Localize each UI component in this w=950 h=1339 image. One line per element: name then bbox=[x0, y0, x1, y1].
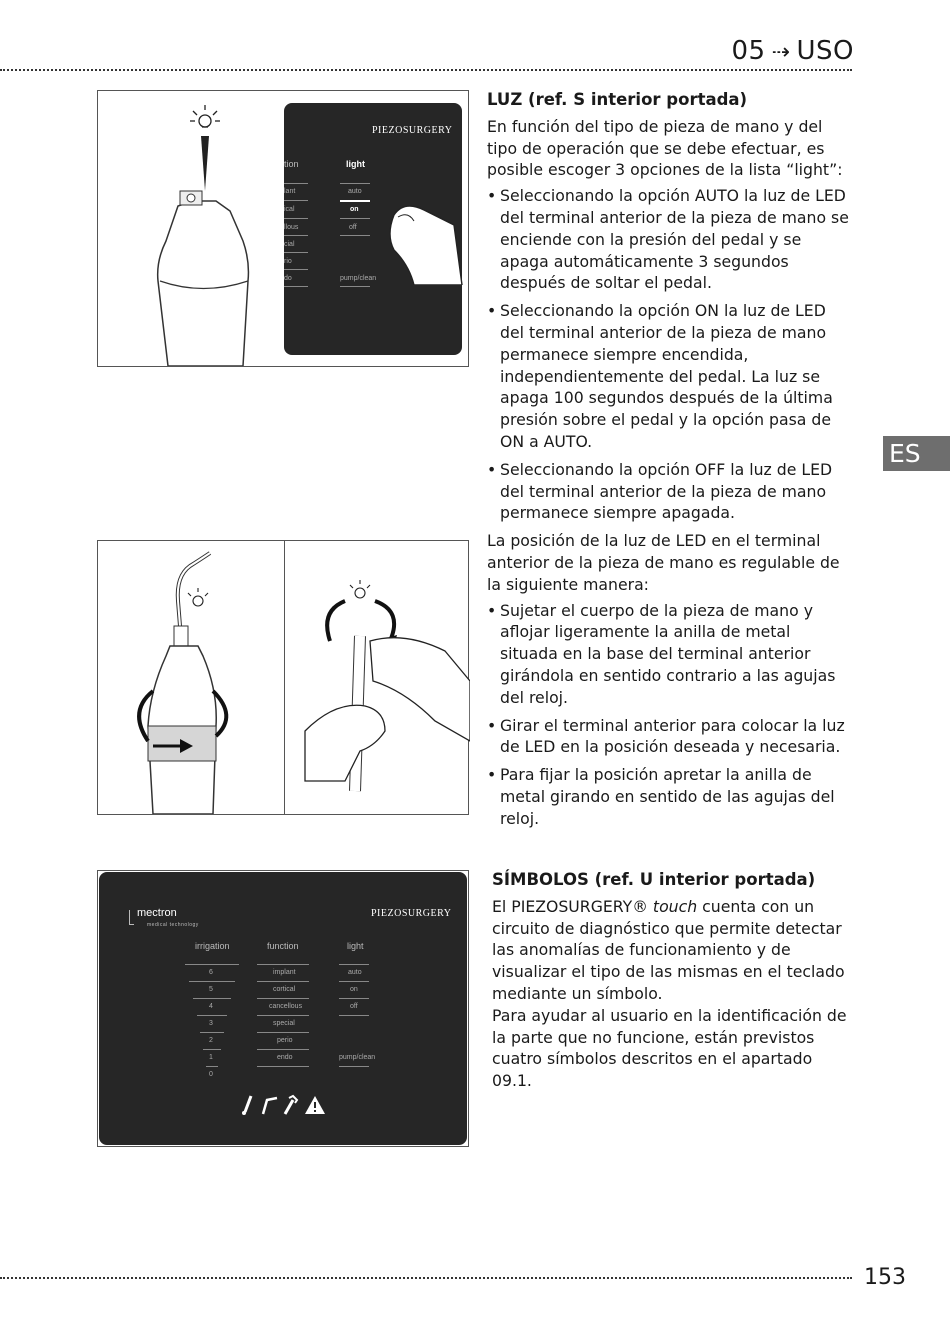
light-header: light bbox=[346, 159, 365, 169]
irrigation-level[interactable]: 0 bbox=[209, 1071, 213, 1078]
handpiece-fault-icon bbox=[242, 1096, 251, 1115]
list-item: • Seleccionando la opción AUTO la luz de LED del terminal anterior de la pieza de mano se enciende con la presión del pedal y se apaga automáticamente 3 segundos después de soltar el pedal. bbox=[487, 185, 852, 294]
chapter-number: 05 bbox=[731, 36, 766, 66]
light-option-pump-clean[interactable]: pump/clean bbox=[340, 275, 377, 282]
brand-logo: PIEZOSURGERY bbox=[371, 908, 452, 919]
function-item[interactable]: endo bbox=[277, 1054, 293, 1061]
function-item[interactable]: perio bbox=[277, 1037, 293, 1044]
control-panel bbox=[99, 872, 467, 1145]
bullet-list bbox=[487, 185, 852, 524]
text-run: cuenta con un circuito de diagnóstico que permite detectar las anomalías de funcionamiento y de visualizar el tipo de las mismas en el teclado mediante un símbolo. bbox=[492, 896, 845, 1003]
text-run-italic: touch bbox=[652, 896, 698, 916]
light-option-off[interactable]: off bbox=[350, 1003, 358, 1010]
section-simbolos bbox=[492, 869, 852, 1092]
list-item: • Seleccionando la opción ON la luz de LED del terminal anterior de la pieza de mano permanece siempre encendida, independientemente del pedal. La luz se apaga 100 segundos después de la última presión sobre el pedal y la opción pasa de ON a AUTO. bbox=[487, 300, 852, 453]
insert-fault-icon bbox=[263, 1098, 277, 1114]
function-item: lant bbox=[284, 188, 296, 195]
control-panel-partial bbox=[284, 103, 462, 355]
function-header: function bbox=[267, 941, 299, 951]
header-divider bbox=[0, 69, 852, 71]
light-option-on[interactable]: on bbox=[350, 986, 358, 993]
irrigation-level[interactable]: 1 bbox=[209, 1054, 213, 1061]
light-header: light bbox=[347, 941, 364, 951]
paragraph: La posición de la luz de LED en el terminal anterior de la pieza de mano es regulable de la siguiente manera: bbox=[487, 531, 840, 594]
irrigation-level[interactable]: 6 bbox=[209, 969, 213, 976]
function-header-partial: tion bbox=[284, 159, 299, 169]
light-bulb-icon bbox=[188, 588, 208, 606]
function-item[interactable]: special bbox=[273, 1020, 295, 1027]
paragraph bbox=[492, 896, 852, 1005]
irrigation-level[interactable]: 5 bbox=[209, 986, 213, 993]
diagnostic-symbols bbox=[235, 1092, 335, 1118]
light-option-auto[interactable]: auto bbox=[348, 188, 362, 195]
function-item[interactable]: cancellous bbox=[269, 1003, 303, 1010]
bullet-list bbox=[487, 600, 852, 830]
light-option-pump-clean[interactable]: pump/clean bbox=[339, 1054, 376, 1061]
function-item[interactable]: implant bbox=[273, 969, 296, 976]
function-item: ical bbox=[284, 206, 295, 213]
irrigation-level[interactable]: 4 bbox=[209, 1003, 213, 1010]
section-title-luz: LUZ (ref. S interior portada) bbox=[487, 90, 748, 109]
paragraph: En función del tipo de pieza de mano y del tipo de operación que se debe efectuar, es posible escoger 3 opciones de la lista “light”: bbox=[487, 116, 843, 180]
list-item: • Para fijar la posición apretar la anilla de metal girando en sentido de las agujas del reloj. bbox=[487, 764, 852, 829]
paragraph: Para ayudar al usuario en la identificación de la parte que no funcione, están previstos cuatro símbolos descritos en el apartado 09.1. bbox=[492, 1005, 847, 1091]
light-option-auto[interactable]: auto bbox=[348, 969, 362, 976]
function-item: cial bbox=[284, 241, 295, 248]
figure-light-selection bbox=[97, 90, 469, 367]
irrigation-header: irrigation bbox=[195, 941, 230, 951]
light-option-on[interactable]: on bbox=[350, 206, 359, 213]
warning-icon bbox=[305, 1096, 325, 1114]
light-bulb-icon bbox=[190, 105, 220, 127]
function-item: rio bbox=[284, 258, 292, 265]
list-item: • Sujetar el cuerpo de la pieza de mano y aflojar ligeramente la anilla de metal situada en la base del terminal anterior girándola en sentido contrario a las agujas del reloj. bbox=[487, 600, 852, 709]
wrench-icon bbox=[285, 1096, 297, 1114]
function-item: do bbox=[284, 275, 292, 282]
list-item: • Seleccionando la opción OFF la luz de LED del terminal anterior de la pieza de mano permanece siempre apagada. bbox=[487, 459, 852, 524]
figure-led-adjustment bbox=[97, 540, 469, 815]
brand-logo: PIEZOSURGERY bbox=[372, 125, 453, 136]
text-run: El PIEZOSURGERY® bbox=[492, 896, 653, 916]
list-item: • Girar el terminal anterior para colocar la luz de LED en la posición deseada y necesaria. bbox=[487, 715, 852, 759]
light-option-off[interactable]: off bbox=[349, 224, 357, 231]
function-item[interactable]: cortical bbox=[273, 986, 296, 993]
irrigation-level[interactable]: 3 bbox=[209, 1020, 213, 1027]
mectron-logo: mectron bbox=[137, 907, 177, 919]
section-title-simbolos: SÍMBOLOS (ref. U interior portada) bbox=[492, 870, 816, 889]
function-item: llous bbox=[284, 224, 299, 231]
irrigation-level[interactable]: 2 bbox=[209, 1037, 213, 1044]
section-luz bbox=[487, 89, 852, 836]
footer-divider bbox=[0, 1277, 852, 1279]
chapter-title: USO bbox=[796, 36, 854, 66]
finger-illustration bbox=[384, 195, 464, 285]
mectron-tagline: medical technology bbox=[147, 922, 199, 928]
page-number: 153 bbox=[864, 1265, 906, 1290]
figure-control-panel-symbols bbox=[97, 870, 469, 1147]
language-tab: ES bbox=[883, 436, 950, 471]
handpiece-rotation-illustration bbox=[98, 541, 283, 814]
light-bulb-icon bbox=[350, 580, 370, 598]
arrow-right-icon: ⇢ bbox=[771, 40, 791, 65]
hands-rotation-illustration bbox=[285, 541, 470, 814]
chapter-heading bbox=[731, 36, 854, 66]
